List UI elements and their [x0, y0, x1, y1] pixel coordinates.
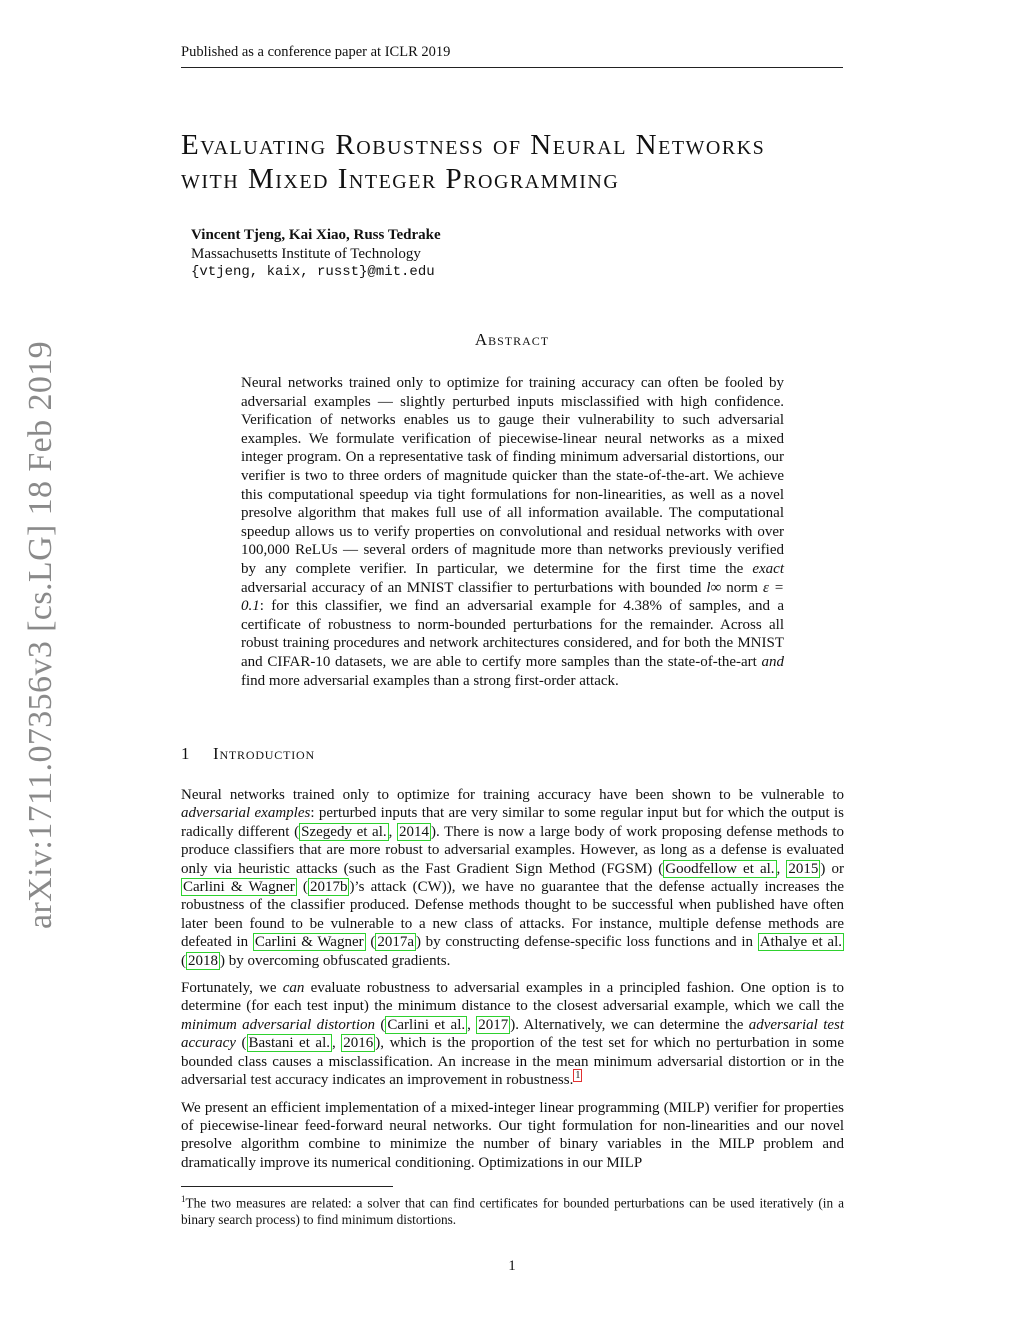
footnote-text: The two measures are related: a solver that can find certificates for bounded perturbations can be used iteratively (in a binary search process) to find minimum distortions.	[181, 1195, 844, 1227]
text: Neural networks trained only to optimize for training accuracy have been shown to be vulnerable to	[181, 787, 844, 803]
footnote-divider	[181, 1186, 393, 1187]
affiliation: Massachusetts Institute of Technology	[191, 245, 421, 262]
text: (	[296, 879, 308, 896]
footnote-link[interactable]: 1	[575, 1070, 581, 1082]
text: ,	[467, 1016, 477, 1033]
citation-link[interactable]: Carlini & Wagner	[254, 934, 364, 951]
abstract-text: : for this classifier, we find an adversarial example for 4.38% of samples, and a certificate of robustness to norm-bounded perturbations for the remainder. Across all robust training procedures and network architectures considered, and for both the MNIST and CIFAR-10 datasets, we are able to certify more samples than the state-of-the-art	[241, 598, 784, 670]
section-heading-introduction	[181, 744, 315, 764]
section-title: Introduction	[213, 744, 315, 763]
paper-title	[181, 128, 851, 196]
citation-link[interactable]: Szegedy et al.	[301, 823, 387, 840]
emphasis: adversarial test accuracy	[181, 1016, 845, 1052]
citation-link[interactable]: 2017b	[309, 879, 348, 896]
author-emails: {vtjeng, kaix, russt}@mit.edu	[191, 264, 435, 280]
abstract-text: find more adversarial examples than a strong first-order attack.	[241, 672, 619, 689]
paragraph-1	[181, 786, 844, 970]
text: ), which is the proportion of the test set for which no perturbation in some bounded class causes a misclassification. An increase in the mean minimum adversarial distortion or in the adversarial test accuracy indicates an improvement in robustness.	[181, 1035, 845, 1089]
text: (	[181, 952, 186, 969]
paragraph-3: We present an efficient implementation of a mixed-integer linear programming (MILP) verifier for properties of piecewise-linear feed-forward neural networks. Our tight formulation for non-linearities and our novel presolve algorithm combine to minimize the number of binary variables in the MILP problem and dramatically improve its numerical conditioning. Optimizations in our MILP	[181, 1099, 844, 1171]
page-number: 1	[508, 1258, 516, 1274]
footnote-mark: 1	[181, 1194, 186, 1204]
text: ). Alternatively, we can determine the	[510, 1016, 749, 1033]
citation-link[interactable]: Bastani et al.	[248, 1035, 330, 1052]
text: )’s attack (CW)), we have no guarantee that the defense actually increases the robustness of the classifier produced. Defense methods thought to be successful when published have often later been found to be vulnerable to a new class of attacks. For instance, multiple defense methods are defeated in	[181, 879, 845, 951]
abstract-emphasis-exact: exact	[752, 560, 784, 577]
footnote	[181, 1191, 844, 1228]
citation-link[interactable]: 2016	[343, 1035, 374, 1052]
emphasis: minimum adversarial distortion	[181, 1016, 376, 1033]
text: ,	[776, 860, 787, 877]
section-number: 1	[181, 744, 191, 763]
arxiv-identifier: arXiv:1711.07356v3 [cs.LG] 18 Feb 2019	[22, 340, 59, 930]
citation-link[interactable]: Carlini et al.	[387, 1016, 466, 1033]
text: Fortunately, we	[181, 980, 283, 997]
norm-symbol: l∞	[706, 579, 722, 596]
text: ) by overcoming obfuscated gradients.	[220, 952, 451, 969]
abstract-emphasis-and: and	[761, 653, 784, 670]
citation-link[interactable]: 2014	[399, 823, 430, 840]
citation-link[interactable]: 2018	[188, 952, 218, 969]
citation-link[interactable]: Athalye et al.	[759, 934, 842, 951]
abstract-heading: Abstract	[474, 330, 550, 349]
text: (	[375, 1016, 386, 1033]
title-line-2: with Mixed Integer Programming	[181, 163, 620, 195]
text: evaluate robustness to adversarial examples in a principled fashion. One option is to determine (for each test input) the minimum distance to the closest adversarial example, which we call the	[181, 980, 844, 1015]
running-header: Published as a conference paper at ICLR 2019	[181, 44, 843, 68]
text: ) by constructing defense-specific loss functions and in	[415, 934, 758, 951]
citation-link[interactable]: Goodfellow et al.	[665, 860, 775, 877]
text: (	[235, 1035, 247, 1052]
emphasis: adversarial examples	[181, 805, 311, 822]
citation-link[interactable]: 2017	[478, 1016, 509, 1033]
author-block	[191, 226, 691, 282]
text: ). There is now a large body of work proposing defense methods to produce classifiers that are more robust to adversarial examples. However, as long as a defense is evaluated only via heuristic attacks (such as the Fast Gradient Sign Method (FGSM) (	[181, 823, 845, 877]
citation-link[interactable]: Carlini & Wagner	[183, 879, 295, 896]
text: ,	[332, 1035, 342, 1052]
author-names: Vincent Tjeng, Kai Xiao, Russ Tedrake	[191, 227, 441, 243]
paragraph-2	[181, 979, 844, 1089]
epsilon-value: ε = 0.1	[241, 579, 784, 615]
emphasis: can	[282, 980, 305, 997]
text: (	[365, 934, 376, 951]
citation-link[interactable]: 2017a	[377, 934, 414, 951]
abstract-text: adversarial accuracy of an MNIST classifier to perturbations with bounded	[241, 579, 707, 596]
citation-link[interactable]: 2015	[788, 860, 819, 877]
text: ) or	[820, 860, 844, 877]
abstract-body	[241, 374, 784, 690]
text: ,	[388, 823, 398, 840]
text: : perturbed inputs that are very similar to some regular input but for which the output is radically different (	[181, 805, 844, 840]
abstract-text: Neural networks trained only to optimize for training accuracy can often be fooled by adversarial examples — slightly perturbed inputs misclassified with high confidence. Verification of networks enables us to gauge their vulnerability to such adversarial examples. We formulate verification of piecewise-linear neural networks as a mixed integer program. On a representative task of finding minimum adversarial distortions, our verifier is two to three orders of magnitude quicker than the state-of-the-art. We achieve this computational speedup via tight formulations for non-linearities, as well as a novel presolve algorithm that makes full use of all information available. The computational speedup allows us to verify properties on convolutional and residual networks with over 100,000 ReLUs — several orders of magnitude more than networks previously verified by any complete verifier. In particular, we determine for the first time the	[241, 375, 784, 577]
introduction-body	[181, 786, 844, 1181]
abstract-text: norm	[721, 579, 763, 596]
title-line-1: Evaluating Robustness of Neural Networks	[181, 129, 766, 161]
